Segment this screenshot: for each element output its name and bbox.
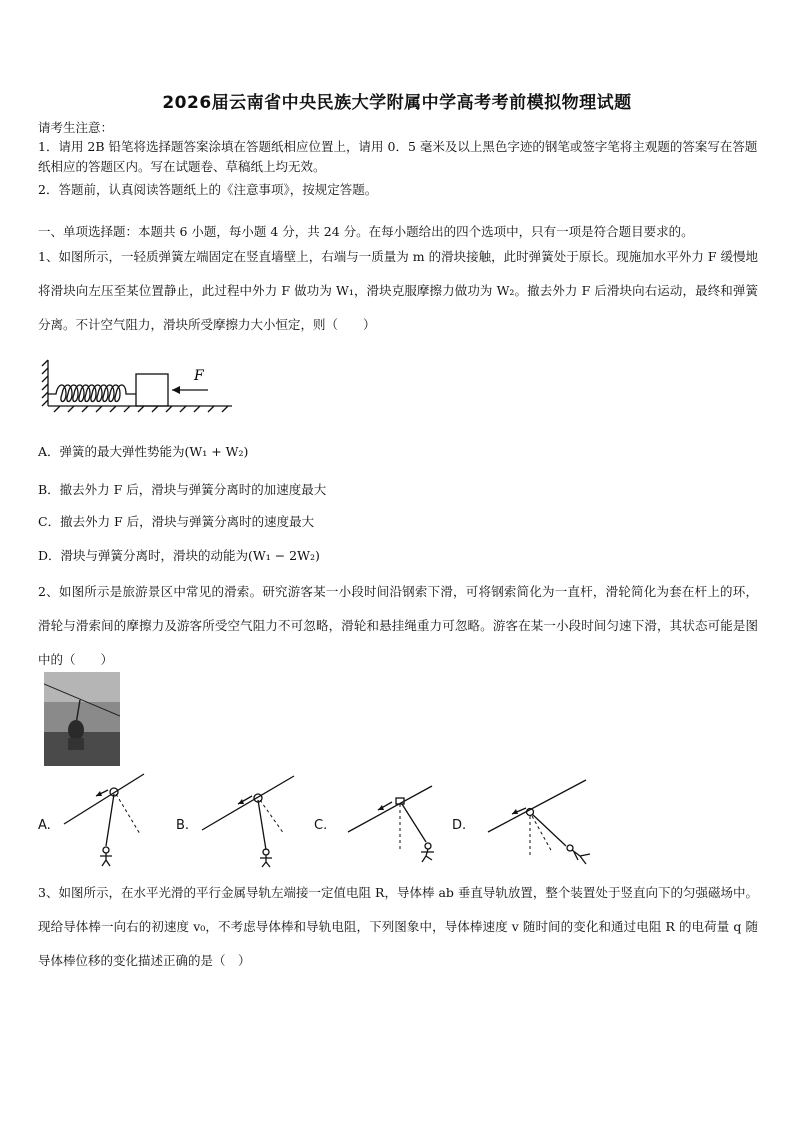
q2-option-b-label[interactable]: B. (176, 818, 190, 833)
q1-option-c[interactable]: C．撤去外力 F 后，滑块与弹簧分离时的速度最大 (38, 514, 315, 529)
q2-option-d-label[interactable]: D. (452, 818, 467, 833)
section-heading: 一、单项选择题：本题共 6 小题，每小题 4 分，共 24 分。在每小题给出的四个选项中，只有一项是符合题目要求的。 (38, 224, 694, 239)
notice-heading: 请考生注意： (38, 120, 114, 135)
q1-option-b[interactable]: B．撤去外力 F 后，滑块与弹簧分离时的加速度最大 (38, 482, 327, 497)
spring (48, 385, 136, 402)
question-2-stem: 2、如图所示是旅游景区中常见的滑索。研究游客某一小段时间沿钢索下滑，可将钢索简化为一直杆，滑轮简化为套在杆上的环，滑轮与滑索间的摩擦力及游客所受空气阻力不可忽略，滑轮和悬挂绳重力可忽略。游客在某一小段时间匀速下滑，其状态可能是图中的（ ） (38, 584, 758, 667)
q1-option-a[interactable]: A．弹簧的最大弹性势能为(W₁ + W₂) (38, 444, 249, 459)
spring-block-figure (40, 358, 240, 418)
force-label: F (194, 368, 204, 384)
q2-option-a-label[interactable]: A. (38, 818, 51, 833)
q2-option-a-diagram[interactable] (60, 772, 160, 868)
block (136, 374, 168, 406)
q1-option-d[interactable]: D．滑块与弹簧分离时，滑块的动能为(W₁ − 2W₂) (38, 548, 320, 563)
q2-option-d-diagram[interactable] (486, 774, 596, 870)
question-3-stem: 3、如图所示，在水平光滑的平行金属导轨左端接一定值电阻 R，导体棒 ab 垂直导轨放置，整个装置处于竖直向下的匀强磁场中。现给导体棒一向右的初速度 v₀，不考虑导体棒和导轨电阻，下列图象中，导体棒速度 v 随时间的变化和通过电阻 R 的电荷量 q 随导体棒位移的变化描述正确的是（ ） (38, 885, 758, 968)
q2-option-c-label[interactable]: C. (314, 818, 328, 833)
notice-item-2: 2．答题前，认真阅读答题纸上的《注意事项》，按规定答题。 (38, 182, 378, 197)
question-1-stem: 1、如图所示，一轻质弹簧左端固定在竖直墙壁上，右端与一质量为 m 的滑块接触，此时弹簧处于原长。现施加水平外力 F 缓慢地将滑块向左压至某位置静止，此过程中外力 F 做功为 W₁，滑块克服摩擦力做功为 W₂。撤去外力 F 后滑块向右运动，最终和弹簧分离。不计空气阻力，滑块所受摩擦力大小恒定，则（ ） (38, 249, 758, 332)
q2-option-b-diagram[interactable] (196, 772, 296, 868)
zipline-photo (44, 672, 120, 766)
q2-option-c-diagram[interactable] (346, 780, 446, 870)
page-title: 2026届云南省中央民族大学附属中学高考考前模拟物理试题 (162, 93, 632, 113)
notice-item-1: 1．请用 2B 铅笔将选择题答案涂填在答题纸相应位置上，请用 0．5 毫米及以上黑色字迹的钢笔或签字笔将主观题的答案写在答题纸相应的答题区内。写在试题卷、草稿纸上均无效。 (38, 139, 758, 174)
